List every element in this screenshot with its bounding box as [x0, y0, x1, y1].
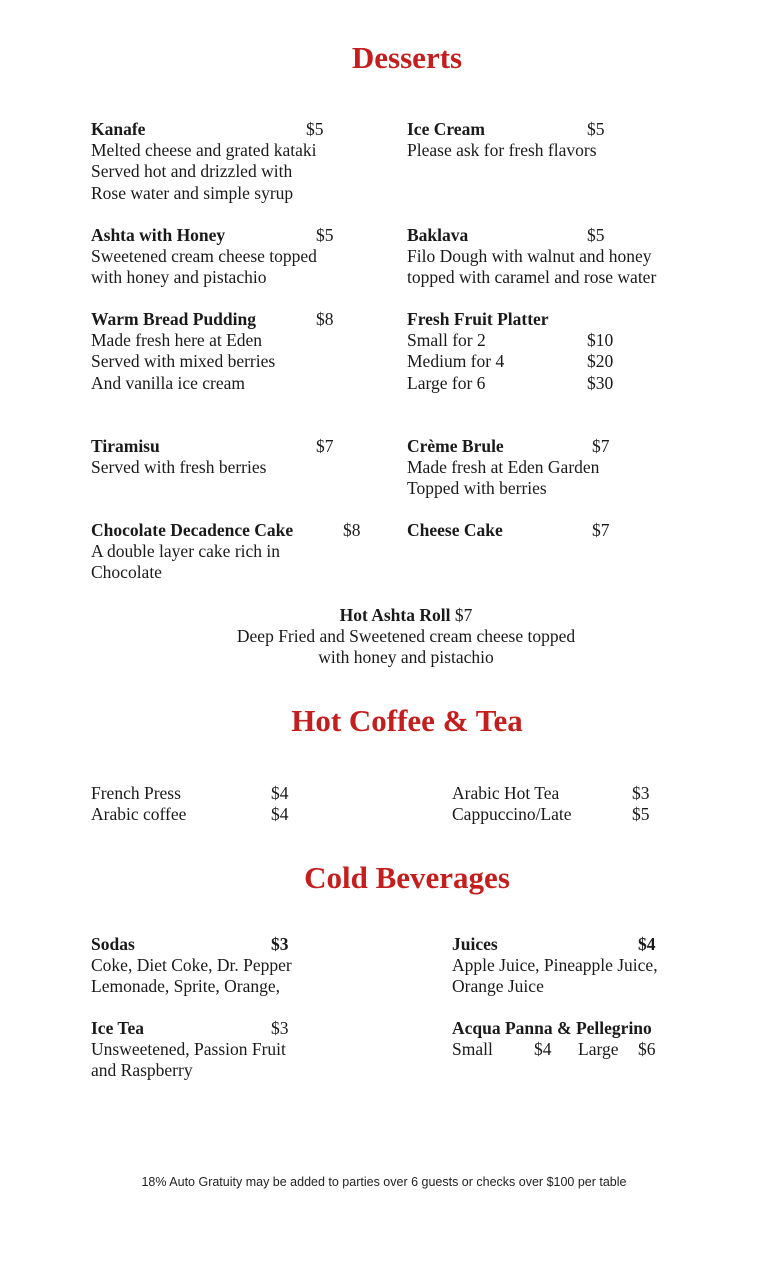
desserts-heading: Desserts	[351, 40, 463, 75]
item-price: $3	[271, 934, 289, 954]
item-name: Juices	[452, 934, 498, 954]
item-name: Ice Tea	[91, 1018, 144, 1038]
item-price: $8	[343, 520, 361, 540]
item-desc: Chocolate	[91, 562, 162, 583]
item-price: $5	[632, 804, 650, 825]
item-name: Cheese Cake	[407, 520, 503, 540]
item-desc: Served hot and drizzled with	[91, 161, 293, 182]
item-name: Arabic Hot Tea	[452, 783, 560, 803]
item-price: $5	[587, 119, 605, 139]
item-name: Sodas	[91, 934, 135, 954]
menu-item	[407, 119, 727, 161]
item-name: French Press	[91, 783, 181, 803]
item-desc: Melted cheese and grated kataki	[91, 140, 317, 161]
item-price: $5	[316, 225, 334, 245]
item-desc: Topped with berries	[407, 478, 547, 499]
item-price: $4	[271, 804, 289, 825]
size-label: Small	[452, 1039, 493, 1060]
item-name: Cappuccino/Late	[452, 804, 572, 825]
size-price: $6	[638, 1039, 656, 1060]
item-name: Ice Cream	[407, 119, 485, 139]
item-name: Arabic coffee	[91, 804, 187, 825]
item-desc: Sweetened cream cheese topped	[91, 246, 317, 267]
item-desc: Please ask for fresh flavors	[407, 140, 597, 161]
gratuity-note: 18% Auto Gratuity may be added to parties over 6 guests or checks over $100 per table	[141, 1175, 627, 1189]
item-price: $5	[306, 119, 324, 139]
item-desc: Rose water and simple syrup	[91, 182, 294, 203]
size-label: Small for 2	[407, 330, 486, 351]
item-desc: and Raspberry	[91, 1060, 193, 1081]
item-price: $3	[632, 783, 650, 803]
size-price: $4	[534, 1039, 552, 1060]
item-price: $8	[316, 309, 334, 329]
size-label: Medium for 4	[407, 351, 505, 372]
item-price: $4	[638, 934, 656, 954]
menu-item	[91, 225, 391, 289]
cold-drinks-heading: Cold Beverages	[304, 860, 510, 895]
size-price: $10	[587, 330, 614, 351]
item-desc: Apple Juice, Pineapple Juice,	[452, 955, 658, 976]
item-price: $7	[454, 605, 473, 625]
item-price: $4	[271, 783, 289, 803]
menu-item	[452, 1018, 752, 1060]
item-desc: Made fresh here at Eden	[91, 330, 263, 351]
menu-item	[91, 119, 391, 204]
item-name: Hot Ashta Roll	[339, 605, 451, 625]
size-price: $30	[587, 372, 614, 393]
item-desc: Lemonade, Sprite, Orange,	[91, 976, 281, 997]
hot-drinks-heading: Hot Coffee & Tea	[291, 703, 523, 738]
hot-drinks-left	[91, 783, 351, 825]
item-desc: topped with caramel and rose water	[407, 267, 657, 288]
item-desc: Unsweetened, Passion Fruit	[91, 1039, 286, 1060]
menu-item	[407, 225, 737, 289]
menu-item	[407, 436, 727, 500]
item-name: Chocolate Decadence Cake	[91, 520, 294, 540]
item-price: $7	[592, 436, 610, 456]
item-name: Crème Brule	[407, 436, 504, 456]
item-price: $7	[592, 520, 610, 540]
item-desc: Deep Fried and Sweetened cream cheese topped	[236, 626, 576, 647]
menu-item	[91, 934, 391, 998]
item-price: $5	[587, 225, 605, 245]
menu-item	[91, 520, 391, 584]
item-desc: Filo Dough with walnut and honey	[407, 246, 652, 267]
item-desc: with honey and pistachio	[91, 267, 267, 288]
size-label: Large for 6	[407, 372, 486, 393]
item-desc: And vanilla ice cream	[91, 372, 246, 393]
menu-item	[91, 1018, 391, 1082]
hot-drinks-right	[452, 783, 712, 825]
item-desc: A double layer cake rich in	[91, 541, 281, 562]
item-price: $7	[316, 436, 334, 456]
item-desc: Orange Juice	[452, 976, 544, 997]
item-name: Fresh Fruit Platter	[407, 309, 549, 329]
menu-item	[91, 309, 391, 394]
item-name: Kanafe	[91, 119, 146, 139]
item-name: Tiramisu	[91, 436, 160, 456]
item-name: Baklava	[407, 225, 469, 245]
item-name: Warm Bread Pudding	[91, 309, 256, 329]
item-desc: with honey and pistachio	[318, 647, 494, 668]
menu-item	[91, 436, 391, 478]
item-name: Acqua Panna & Pellegrino	[452, 1018, 652, 1038]
size-label: Large	[578, 1039, 619, 1060]
menu-item	[452, 934, 752, 998]
size-price: $20	[587, 351, 614, 372]
item-desc: Served with fresh berries	[91, 457, 267, 478]
item-name: Ashta with Honey	[91, 225, 226, 245]
menu-item-centered	[106, 605, 706, 669]
item-desc: Coke, Diet Coke, Dr. Pepper	[91, 955, 292, 976]
item-desc: Served with mixed berries	[91, 351, 276, 372]
item-desc: Made fresh at Eden Garden	[407, 457, 600, 478]
item-price: $3	[271, 1018, 289, 1038]
menu-item	[407, 309, 727, 394]
menu-item	[407, 520, 727, 541]
